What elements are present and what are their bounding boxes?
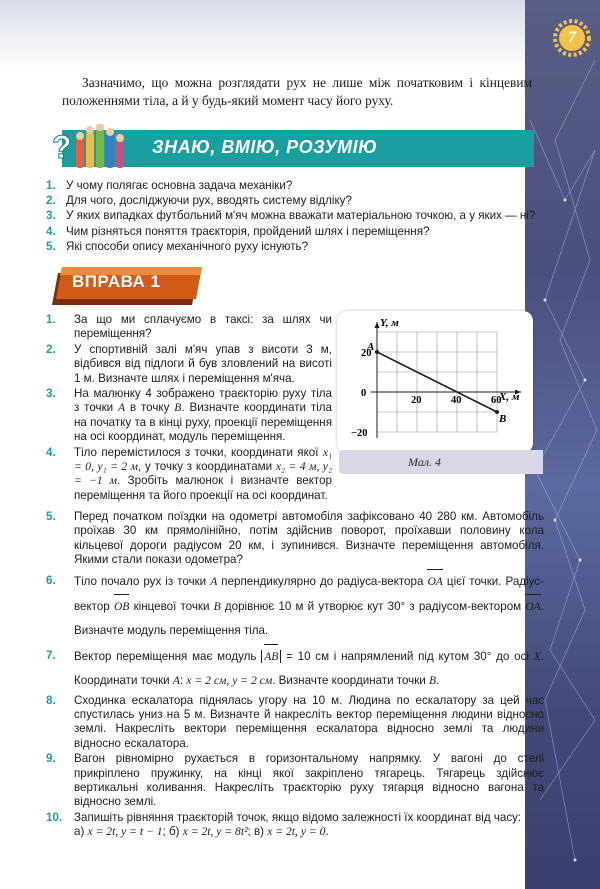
y-tick-label: 20: [361, 348, 372, 359]
list-item: 3. У яких випадках футбольний м'яч можна вважати матеріальною точкою, а у яких — ні?: [46, 209, 536, 223]
x-tick-label: 40: [451, 395, 462, 406]
exercise-item: 9. Вагон рівномірно рухається в горизонтальному напрямку. У вагоні до стелі прикріплено пружинку, на кінці якої закріплено тягарець. Тягарець здійснює вертикальні коливання. Накресліть траєкторію руху тягарця відносно вагона та відносно землі.: [46, 752, 544, 809]
exercise-item: 5. Перед початком поїздки на одометрі автомобіля зафіксовано 40 280 км. Автомобіль проїхав 30 км прямолінійно, потім здійснив поворот, проїхавши половину кола кільцевої дороги радіусом 20 км, і зупинився. Визначте переміщення автомобіля. Якими стали покази одометра?: [46, 510, 544, 567]
x-tick-label: 20: [411, 395, 422, 406]
point-a: [375, 350, 379, 354]
header-background: [0, 0, 600, 70]
list-item: 1. У чому полягає основна задача механіки?: [46, 179, 293, 192]
exercise-item: 2. У спортивній залі м'яч упав з висоти 3 м, відбився від підлоги й був зловлений на висоті 1 м. Визначте шлях і переміщення м'яча.: [46, 342, 332, 385]
y-tick-label: 0: [361, 388, 367, 399]
exercise-title: ВПРАВА 1: [72, 272, 161, 291]
x-axis-label: X, м: [499, 391, 520, 403]
section-title: ЗНАЮ, ВМІЮ, РОЗУМІЮ: [152, 137, 378, 157]
exercise-item: 7. Вектор переміщення має модуль AB = 10 см і напрямлений під кутом 30° до осі X. Координати точки A: x = 2 см, y = 2 см. Визначте координати точки B.: [46, 644, 544, 693]
figure-card: [337, 311, 533, 453]
trajectory-chart: [337, 311, 533, 453]
exercise-list-bottom: [46, 510, 544, 841]
exercise-list-top: [46, 313, 332, 504]
exercise-item: 8. Сходинка ескалатора піднялась угору на 10 м. Людина по ескалатору за цей час спустилась униз на 5 м. Визначте й накресліть вектор переміщення людини відносно землі. Накресліть вектори переміщення ескалатора відносно землі та людини відносно ескалатора.: [46, 693, 544, 750]
svg-text:?: ?: [52, 129, 72, 165]
list-item: 4. Чим різняться поняття траєкторія, пройдений шлях і переміщення?: [46, 224, 430, 238]
exercise-item: 1. За що ми сплачуємо в таксі: за шлях чи переміщення?: [46, 313, 332, 341]
point-a-label: A: [367, 341, 375, 353]
exercise-item: 3. На малюнку 4 зображено траєкторію руху тіла з точки A в точку B. Визначте координати тіла на початку та в кінці руху, проекції переміщення на осі координат, модуль переміщення.: [46, 387, 332, 444]
list-item: 2. Для чого, досліджуючи рух, вводять систему відліку?: [46, 194, 352, 208]
y-axis-arrow: [375, 322, 380, 328]
question-mark-hands-icon: [46, 124, 146, 168]
x-tick-label: 60: [491, 395, 502, 406]
question-list: [46, 178, 546, 254]
figure-caption: Мал. 4: [408, 455, 442, 469]
page-number-badge: [552, 18, 592, 58]
list-item: 5. Які способи опису механічного руху існують?: [46, 239, 309, 253]
exercise-item: 10. Запишіть рівняння траєкторій точок, якщо відомо залежності їх координат від часу: а) x = 2t, y = t − 1; б) x = 2t, y = 8t²; в) x = 2t, y = 0.: [46, 810, 522, 839]
point-b-label: B: [499, 413, 507, 425]
y-tick-label: −20: [351, 428, 368, 439]
exercise-item: 6. Тіло почало рух із точки A перпендикулярно до радіуса-вектора OA цієї точки. Радіус-вектор OB кінцевої точки B дорівнює 10 м й утворює кут 30° з радіусом-вектором OA. Визначте модуль переміщення тіла.: [46, 569, 544, 643]
y-axis-label: Y, м: [380, 317, 399, 329]
intro-paragraph: Зазначимо, що можна розглядати рух не лише між початковим і кінцевим положеннями тіла, а й у будь-який момент часу його руху.: [62, 75, 532, 108]
page-number: 7: [568, 29, 576, 46]
exercise-item: 4. Тіло перемістилося з точки, координати якої x₁ = 0, y₁ = 2 м, у точку з координатами x₂ = 4 м, y₂ = −1 м. Зробіть малюнок і визначте вектор переміщення та його проекції на осі координат.: [46, 445, 333, 502]
